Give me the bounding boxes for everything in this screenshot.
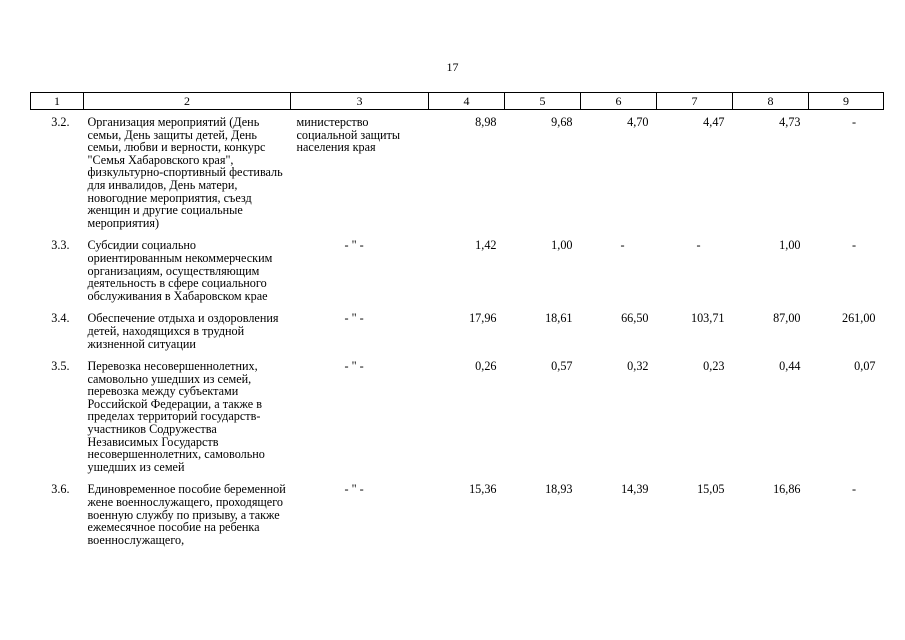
page-number: 17 xyxy=(446,60,459,74)
row-value-9: 261,00 xyxy=(841,311,876,326)
row-value-6: - xyxy=(620,238,625,253)
row-index: 3.4. xyxy=(51,311,70,326)
row-value-8: 0,44 xyxy=(779,359,801,374)
row-value-9: - xyxy=(851,238,857,253)
row-index: 3.5. xyxy=(51,359,70,374)
row-value-5: 1,00 xyxy=(551,238,573,253)
row-value-8: 87,00 xyxy=(773,311,801,326)
row-value-8: 1,00 xyxy=(779,238,801,253)
column-header: 9 xyxy=(809,93,884,110)
row-responsible: - " - xyxy=(344,359,364,374)
row-index: 3.6. xyxy=(51,482,70,497)
row-value-7: 15,05 xyxy=(697,482,725,497)
row-name: Перевозка несовершеннолетних, самовольно ушедших из семей, перевозка между субъектами Российской Федерации, а также в пределах территорий государств-участников Содружества Независимых Государств несовершеннолетних, самовольно ушедших из семей xyxy=(87,359,265,474)
row-value-5: 18,93 xyxy=(545,482,573,497)
column-header: 5 xyxy=(505,93,581,110)
row-value-4: 15,36 xyxy=(469,482,497,497)
row-value-4: 8,98 xyxy=(475,115,497,129)
row-value-5: 9,68 xyxy=(551,115,573,129)
row-value-8: 4,73 xyxy=(779,115,801,129)
column-header: 3 xyxy=(291,93,429,110)
row-name: Единовременное пособие беременной жене военнослужащего, проходящего военную службу по призыву, а также ежемесячное пособие на ребенка военнослужащего, xyxy=(87,482,286,547)
row-responsible: министерство социальной защиты населения края xyxy=(296,115,401,155)
row-value-9: - xyxy=(851,115,857,129)
table-row xyxy=(31,355,884,478)
table-row xyxy=(31,234,884,307)
row-responsible: - " - xyxy=(344,311,364,326)
table-row xyxy=(31,110,884,235)
table-row xyxy=(31,478,884,551)
row-value-4: 1,42 xyxy=(475,238,497,253)
column-header: 4 xyxy=(429,93,505,110)
column-header: 7 xyxy=(657,93,733,110)
row-value-7: 4,47 xyxy=(703,115,725,129)
row-value-6: 14,39 xyxy=(621,482,649,497)
column-header: 6 xyxy=(581,93,657,110)
row-value-6: 4,70 xyxy=(627,115,649,129)
row-value-6: 0,32 xyxy=(627,359,649,374)
row-value-7: 0,23 xyxy=(703,359,725,374)
row-value-4: 17,96 xyxy=(469,311,497,326)
row-value-6: 66,50 xyxy=(621,311,649,326)
row-name: Организация мероприятий (День семьи, День защиты детей, День семьи, любви и верности, конкурс "Семья Хабаровского края", физкультурно-спортивный фестиваль для инвалидов, День матери, новогодние мероприятия, съезд женщин и другие социальные мероприятия) xyxy=(87,115,283,230)
row-value-9: 0,07 xyxy=(854,359,876,374)
row-value-7: 103,71 xyxy=(690,311,725,326)
program-table xyxy=(30,92,884,551)
column-header: 8 xyxy=(733,93,809,110)
row-value-4: 0,26 xyxy=(475,359,497,374)
row-responsible: - " - xyxy=(344,482,364,497)
header-row xyxy=(31,93,884,110)
row-name: Субсидии социально ориентированным некоммерческим организациям, осуществляющим деятельность в сфере социального обслуживания в Хабаровском крае xyxy=(87,238,273,303)
column-header: 1 xyxy=(31,93,84,110)
row-name: Обеспечение отдыха и оздоровления детей, находящихся в трудной жизненной ситуации xyxy=(87,311,279,351)
row-index: 3.2. xyxy=(51,115,70,129)
row-value-9: - xyxy=(851,482,857,497)
row-index: 3.3. xyxy=(51,238,70,253)
row-value-5: 0,57 xyxy=(551,359,573,374)
row-value-8: 16,86 xyxy=(773,482,801,497)
row-responsible: - " - xyxy=(344,238,364,253)
row-value-7: - xyxy=(696,238,701,253)
table-row xyxy=(31,307,884,355)
row-value-5: 18,61 xyxy=(545,311,573,326)
column-header: 2 xyxy=(84,93,291,110)
